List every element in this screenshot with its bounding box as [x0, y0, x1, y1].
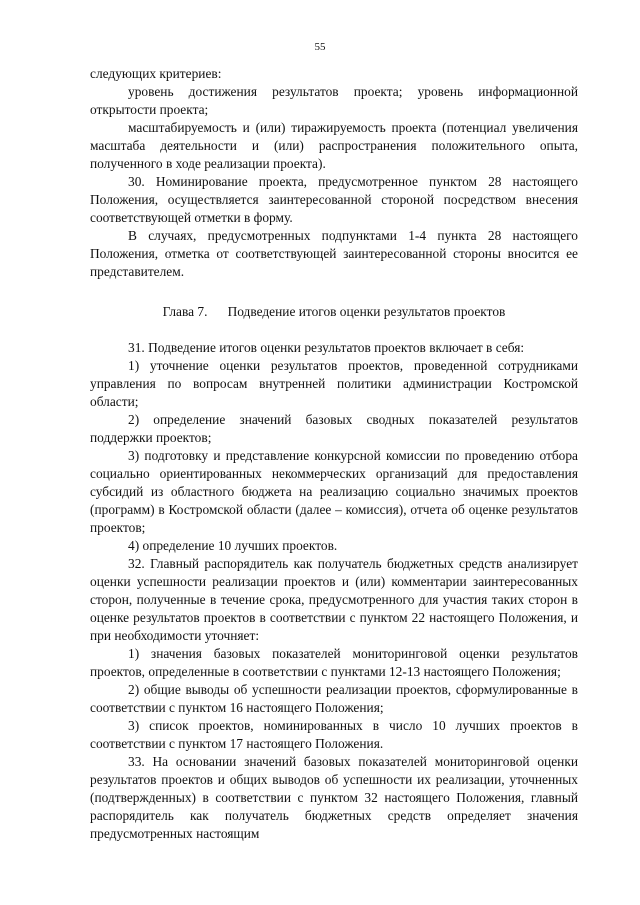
- paragraph: следующих критериев:: [90, 66, 222, 81]
- paragraph: 1) значения базовых показателей мониторинговой оценки результатов проектов, определенные в соответствии с пунктами 12-13 настоящего Положения;: [90, 646, 578, 679]
- paragraph: 1) уточнение оценки результатов проектов, проведенной сотрудниками управления по вопросам внутренней политики администрации Костромской области;: [90, 358, 578, 409]
- section-chapter-7: [90, 339, 578, 843]
- paragraph: 4) определение 10 лучших проектов.: [128, 538, 338, 553]
- paragraph: 30. Номинирование проекта, предусмотренное пунктом 28 настоящего Положения, осуществляется заинтересованной стороной посредством внесения соответствующей отметки в форму.: [90, 174, 578, 225]
- paragraph: 31. Подведение итогов оценки результатов проектов включает в себя:: [128, 340, 525, 355]
- paragraph: 2) определение значений базовых сводных показателей результатов поддержки проектов;: [90, 412, 578, 445]
- page-number: 55: [314, 41, 326, 53]
- paragraph: 3) подготовку и представление конкурсной комиссии по проведению отбора социально ориентированных некоммерческих организаций для предоставления субсидий из областного бюджета на реализацию социально значимых проектов (программ) в Костромской области (далее – комиссия), отчета об оценке результатов проектов;: [90, 448, 578, 535]
- paragraph: 33. На основании значений базовых показателей мониторинговой оценки результатов проектов и общих выводов об успешности их реализации, уточненных (подтвержденных) в соответствии с пунктом 32 настоящего Положения, главный распорядитель как получатель бюджетных средств определяет значения предусмотренных настоящим: [90, 754, 578, 841]
- chapter-heading: Глава 7. Подведение итогов оценки результатов проектов: [162, 304, 506, 319]
- document-body: [90, 65, 578, 843]
- paragraph: масштабируемость и (или) тиражируемость проекта (потенциал увеличения масштаба деятельности и (или) распространения положительного опыта, полученного в ходе реализации проекта).: [90, 120, 578, 171]
- paragraph: В случаях, предусмотренных подпунктами 1-4 пункта 28 настоящего Положения, отметка от соответствующей заинтересованной стороны вносится ее представителем.: [90, 228, 578, 279]
- paragraph: 2) общие выводы об успешности реализации проектов, сформулированные в соответствии с пунктом 16 настоящего Положения;: [90, 682, 578, 715]
- section-before-chapter: [90, 65, 578, 281]
- paragraph: 32. Главный распорядитель как получатель бюджетных средств анализирует оценки успешности реализации проектов и (или) комментарии заинтересованных сторон, полученные в течение срока, предусмотренного для участия таких сторон в оценке результатов проектов в соответствии с пунктом 22 настоящего Положения, и при необходимости уточняет:: [90, 556, 578, 643]
- paragraph: уровень достижения результатов проекта; уровень информационной открытости проекта;: [90, 84, 578, 117]
- paragraph: 3) список проектов, номинированных в число 10 лучших проектов в соответствии с пунктом 17 настоящего Положения.: [90, 718, 578, 751]
